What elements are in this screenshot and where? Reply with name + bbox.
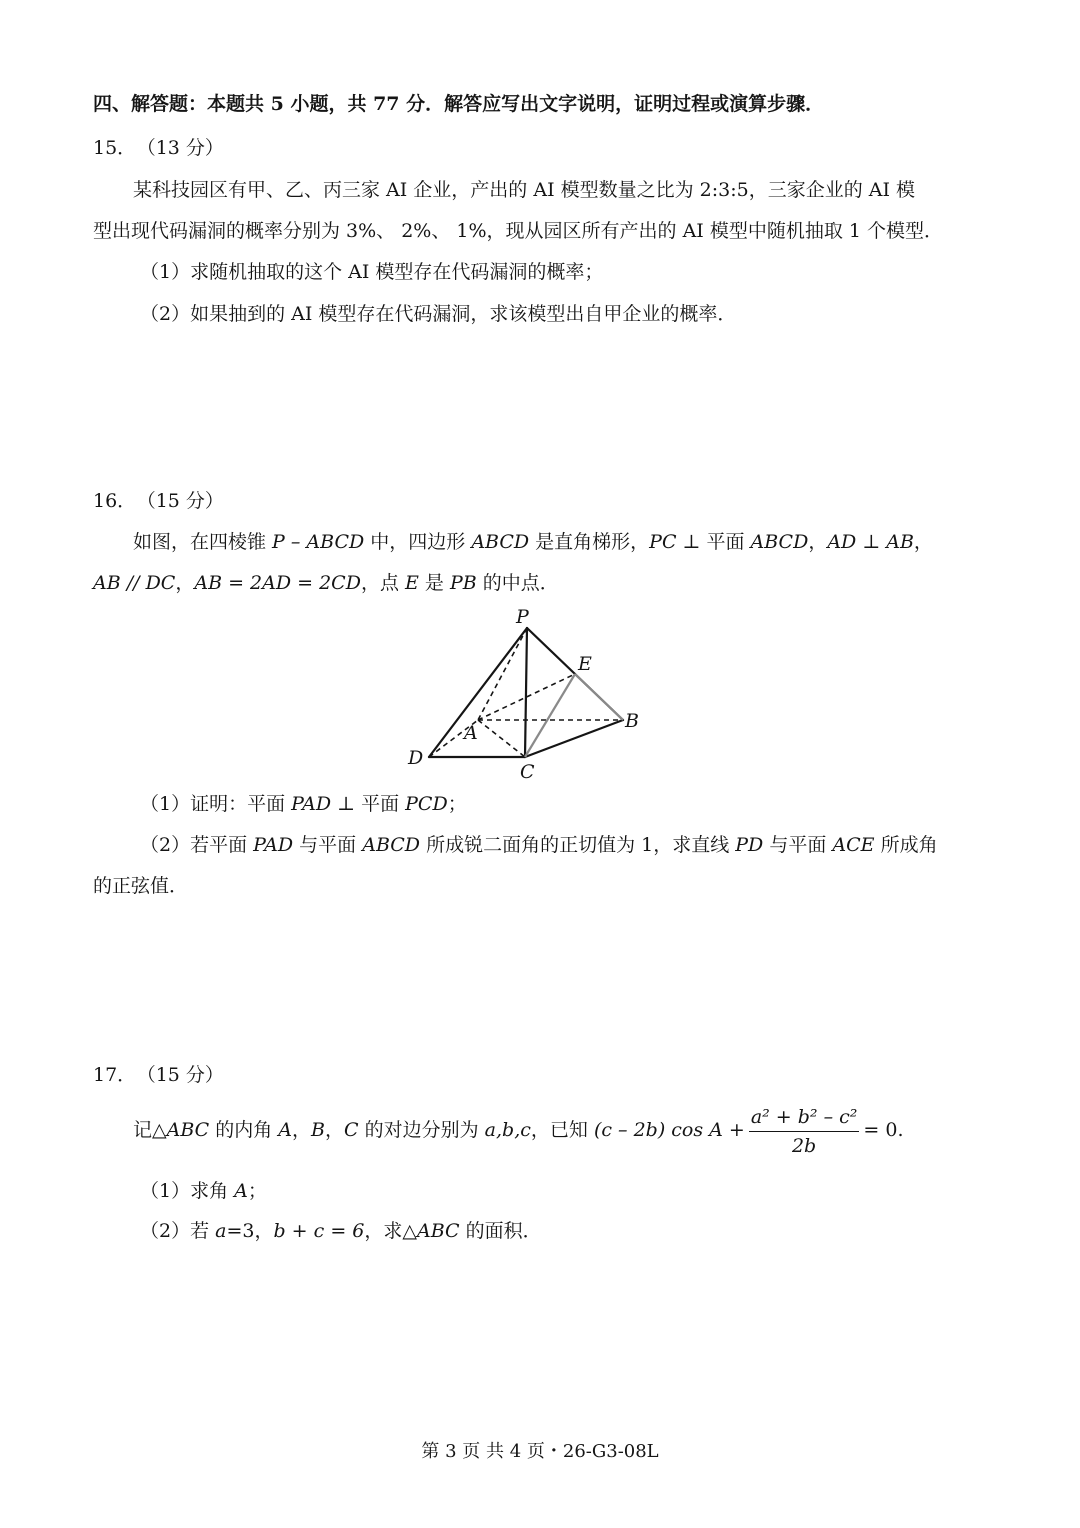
segment-CE xyxy=(525,674,575,757)
text-run: 的内角 xyxy=(209,1119,279,1141)
fraction-numerator: a² + b² – c² xyxy=(749,1105,860,1132)
q16-stem-line1 xyxy=(133,530,933,554)
text-run: 是直角梯形， xyxy=(529,531,650,553)
math-run: A xyxy=(234,1180,248,1202)
text-run: ， xyxy=(913,531,933,553)
text-run: ， xyxy=(292,1119,312,1141)
text-run: （2）若 xyxy=(140,1220,216,1242)
text-run: ，求△ xyxy=(364,1220,417,1242)
math-run: ABCD xyxy=(471,531,530,553)
math-run: b + c = 6 xyxy=(273,1220,365,1242)
math-run: ABCD xyxy=(750,531,809,553)
text-run: ， xyxy=(325,1119,345,1141)
text-run: 的面积． xyxy=(459,1220,542,1242)
math-run: PD xyxy=(735,834,764,856)
math-run: a xyxy=(215,1220,227,1242)
q16-stem-line2 xyxy=(93,571,559,595)
fraction xyxy=(749,1105,860,1158)
math-run: B xyxy=(311,1119,326,1141)
page-footer: 第 3 页 共 4 页・26-G3-08L xyxy=(421,1441,659,1462)
math-run: ABC xyxy=(166,1119,210,1141)
math-run: C xyxy=(344,1119,359,1141)
q16-part2-line2: 的正弦值． xyxy=(93,875,189,897)
math-run: (c – 2b) cos A + xyxy=(593,1119,745,1141)
pyramid-figure xyxy=(400,600,660,785)
text-run: 的对边分别为 xyxy=(358,1119,485,1141)
math-run: AB = 2AD = 2CD xyxy=(194,572,361,594)
segment-EB xyxy=(575,674,623,720)
q16-number: 16． xyxy=(93,490,137,512)
text-run: =3， xyxy=(226,1220,274,1242)
math-run: ACE xyxy=(832,834,875,856)
text-run: （1）证明：平面 xyxy=(140,793,292,815)
hidden-edge-AC xyxy=(478,720,525,757)
q17-stem xyxy=(133,1101,903,1159)
q15-part1: （1）求随机抽取的这个 AI 模型存在代码漏洞的概率； xyxy=(140,261,604,283)
q17-number: 17． xyxy=(93,1064,137,1086)
text-run: ； xyxy=(447,793,467,815)
label-P: P xyxy=(516,606,529,628)
label-C: C xyxy=(520,761,535,783)
math-run: E xyxy=(405,572,419,594)
text-run: 与平面 xyxy=(763,834,833,856)
text-run: 与平面 xyxy=(293,834,363,856)
text-run: ， xyxy=(808,531,828,553)
edge-PC xyxy=(525,628,527,757)
math-run: ABC xyxy=(417,1220,460,1242)
math-run: PAD xyxy=(291,793,332,815)
q15-part2: （2）如果抽到的 AI 模型存在代码漏洞，求该模型出自甲企业的概率． xyxy=(140,303,737,325)
fraction-denominator: 2b xyxy=(791,1134,817,1157)
text-run: 如图，在四棱锥 xyxy=(133,531,273,553)
text-run: ， xyxy=(175,572,195,594)
text-run: 平面 xyxy=(706,531,751,553)
text-run: ，已知 xyxy=(530,1119,594,1141)
q16-part2-line1 xyxy=(140,833,938,857)
text-run: （2）若平面 xyxy=(140,834,254,856)
math-run: ABCD xyxy=(362,834,421,856)
text-run: 记△ xyxy=(133,1119,167,1141)
q15-score: （13 分） xyxy=(146,137,224,159)
q16-heading xyxy=(93,489,224,513)
label-D: D xyxy=(408,747,424,769)
q17-part1 xyxy=(140,1179,267,1203)
math-run: A xyxy=(278,1119,293,1141)
text-run: （1）求角 xyxy=(140,1180,235,1202)
text-run: 所成角 xyxy=(874,834,938,856)
edge-CB xyxy=(525,720,623,757)
text-run: 是 xyxy=(418,572,450,594)
text-run: = 0. xyxy=(863,1119,904,1141)
q17-part2 xyxy=(140,1219,542,1243)
hidden-edge-PA xyxy=(478,628,527,720)
text-run: ，点 xyxy=(360,572,405,594)
q15-heading xyxy=(93,136,224,160)
q16-score: （15 分） xyxy=(146,490,224,512)
math-run: P – ABCD xyxy=(272,531,365,553)
math-run: a,b,c xyxy=(484,1119,531,1141)
text-run: ⊥ 平面 xyxy=(331,793,406,815)
math-run: AD ⊥ AB xyxy=(827,531,914,553)
text-run: ； xyxy=(247,1180,267,1202)
section-header: 四、解答题：本题共 5 小题，共 77 分．解答应写出文字说明，证明过程或演算步骤． xyxy=(93,93,825,115)
q15-number: 15． xyxy=(93,137,137,159)
label-A: A xyxy=(464,722,478,744)
edge-PD xyxy=(429,628,527,757)
text-run: 中，四边形 xyxy=(364,531,472,553)
q15-stem-line1: 某科技园区有甲、乙、丙三家 AI 企业，产出的 AI 模型数量之比为 2:3:5，三家企业的 AI 模 xyxy=(133,179,916,201)
q17-score: （15 分） xyxy=(146,1064,224,1086)
q15-stem-line2: 型出现代码漏洞的概率分别为 3%、 2%、 1%，现从园区所有产出的 AI 模型中随机抽取 1 个模型． xyxy=(93,220,944,242)
math-run: PB xyxy=(449,572,477,594)
q17-heading xyxy=(93,1063,224,1087)
text-run: 的中点． xyxy=(476,572,559,594)
math-run: PC ⊥ xyxy=(649,531,707,553)
math-run: PAD xyxy=(253,834,294,856)
label-E: E xyxy=(578,653,592,675)
math-run: AB // DC xyxy=(93,572,176,594)
q16-part1 xyxy=(140,792,467,816)
math-run: PCD xyxy=(405,793,448,815)
label-B: B xyxy=(625,710,639,732)
text-run: 所成锐二面角的正切值为 1，求直线 xyxy=(420,834,736,856)
